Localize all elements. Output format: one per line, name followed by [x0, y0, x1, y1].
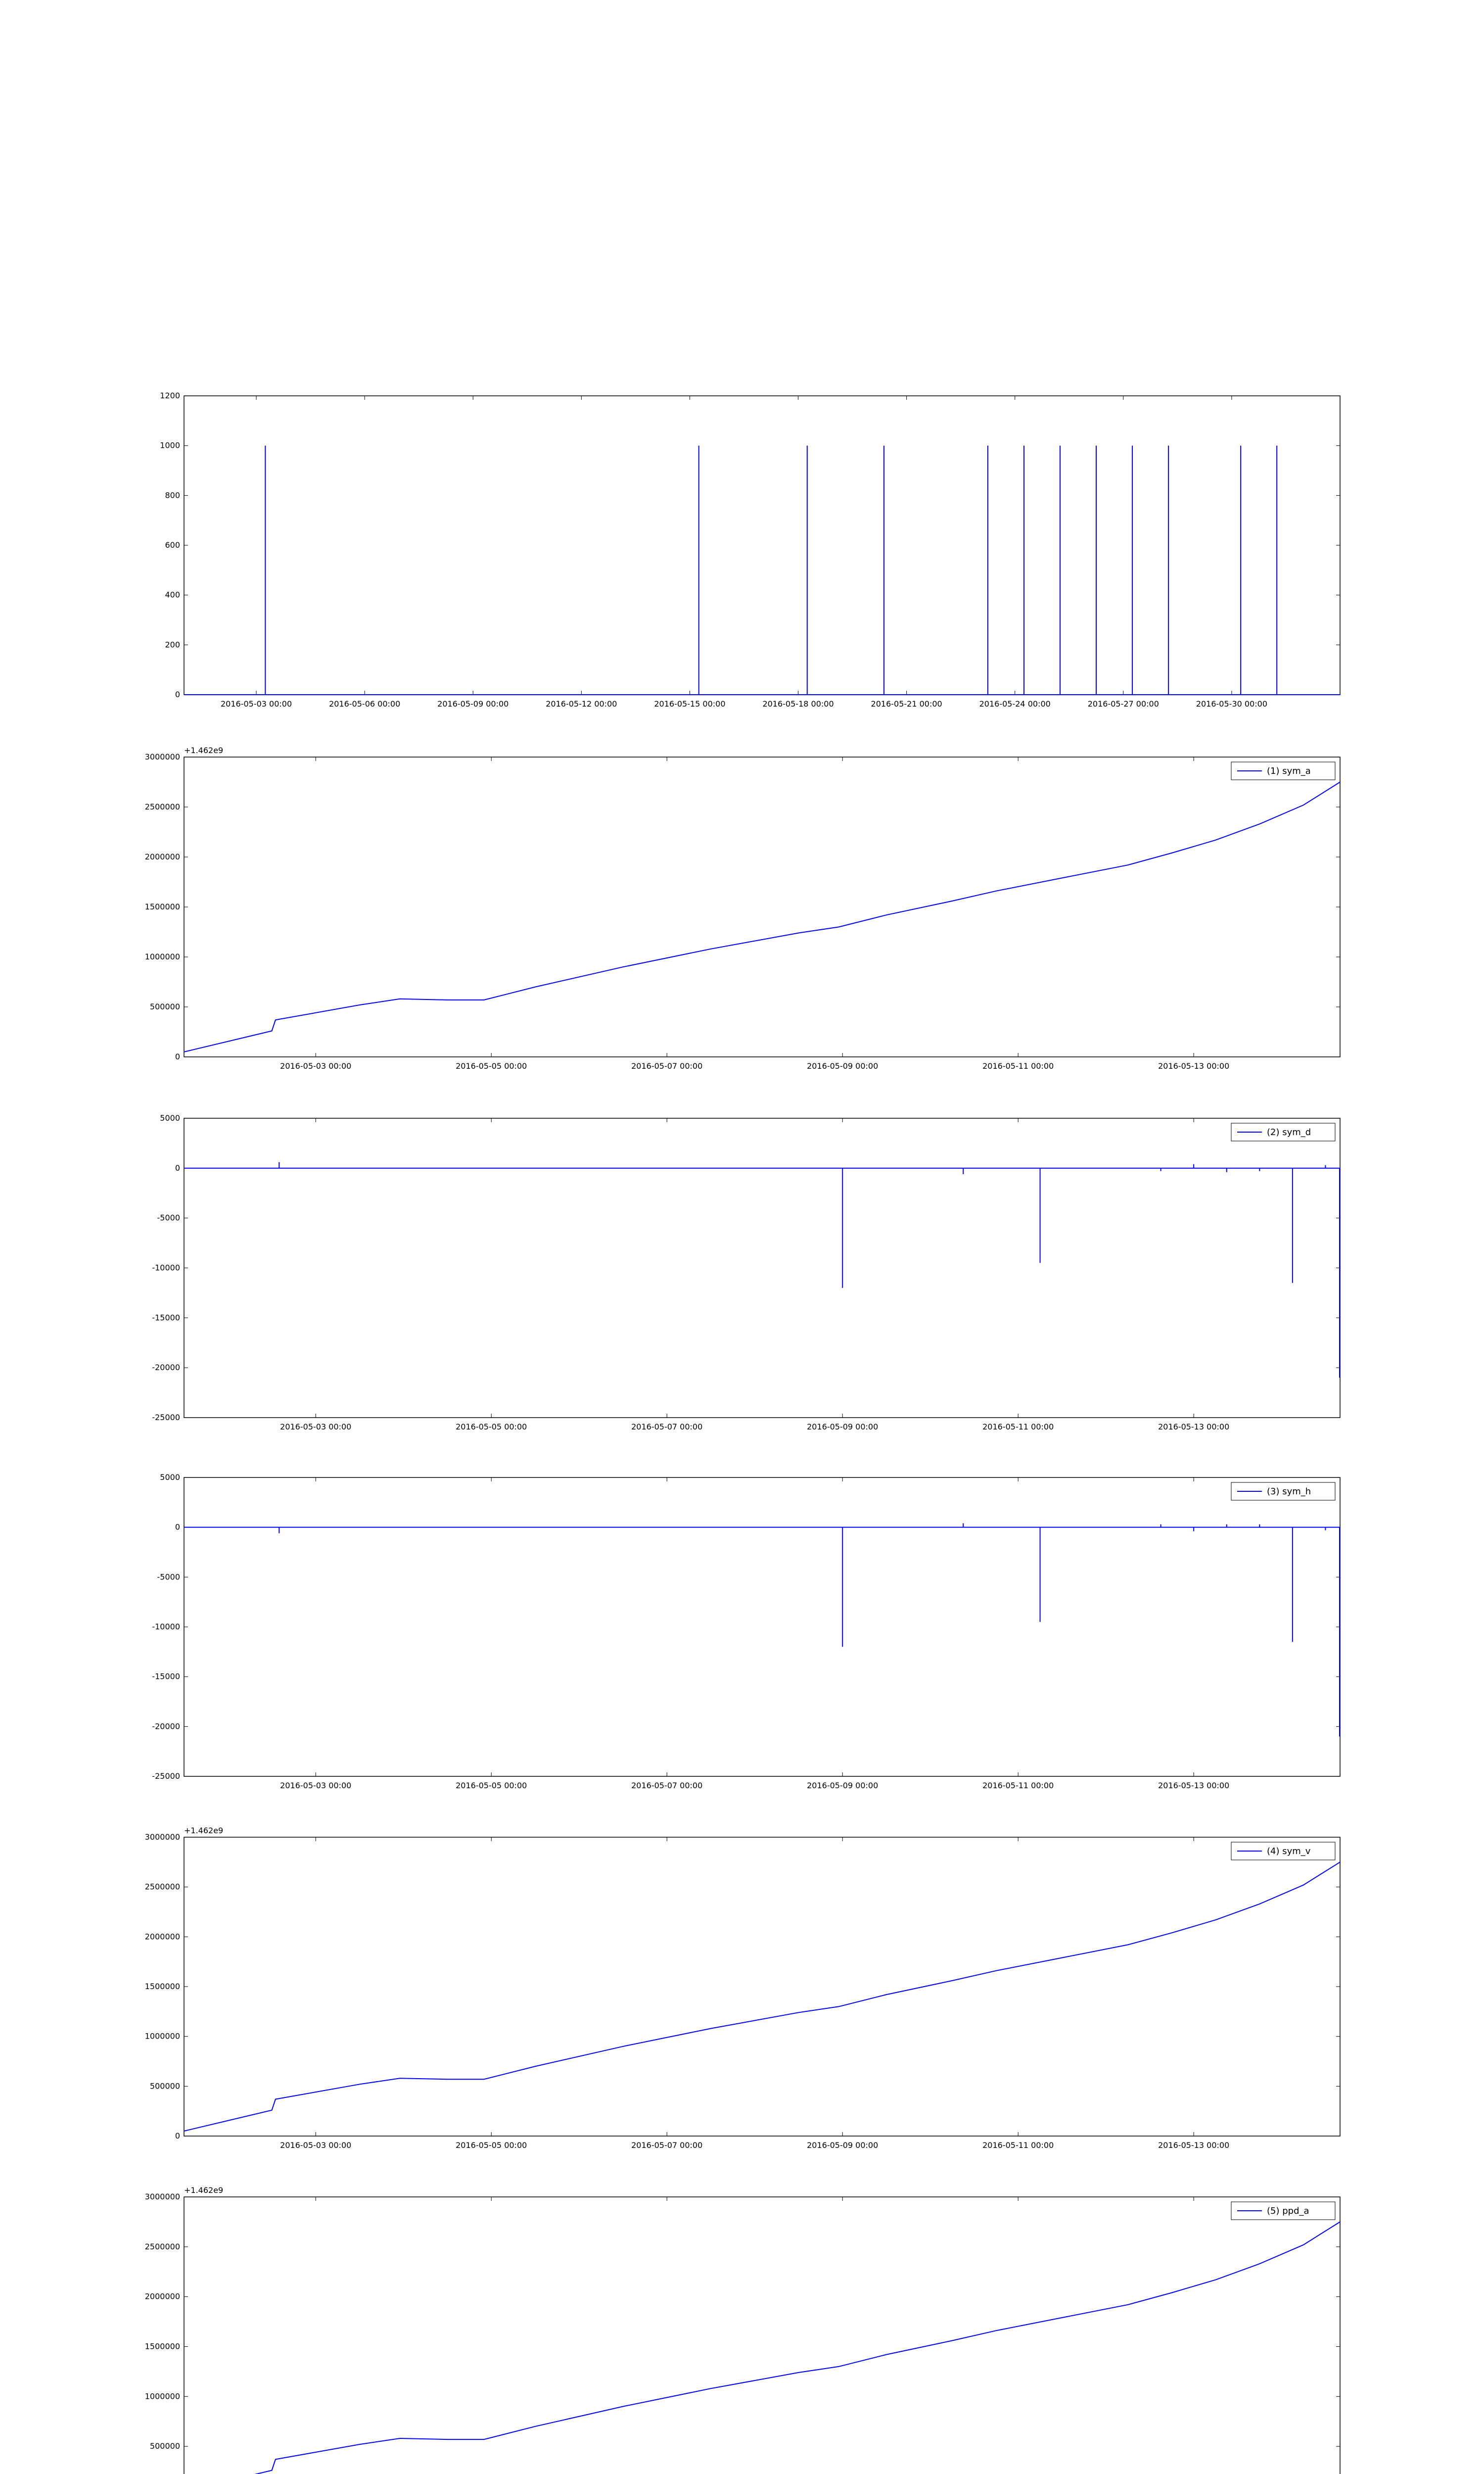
y-tick-label: 1000000: [144, 2391, 180, 2401]
legend-label: (2) sym_d: [1267, 1127, 1311, 1138]
x-tick-label: 2016-05-07 00:00: [631, 1422, 703, 1431]
y-tick-label: -10000: [152, 1622, 180, 1631]
x-tick-label: 2016-05-09 00:00: [807, 1781, 879, 1790]
y-tick-label: 0: [175, 2131, 180, 2141]
y-tick-label: 200: [165, 640, 180, 650]
y-tick-label: 0: [175, 1163, 180, 1173]
y-offset-label: +1.462e9: [184, 746, 224, 755]
y-tick-label: 500000: [149, 1002, 180, 1011]
y-tick-label: -20000: [152, 1363, 180, 1373]
legend: [1231, 1482, 1335, 1500]
y-tick-label: -20000: [152, 1721, 180, 1731]
x-tick-label: 2016-05-03 00:00: [280, 1781, 352, 1790]
x-tick-label: 2016-05-05 00:00: [456, 1422, 527, 1431]
y-tick-label: 2000000: [144, 1932, 180, 1942]
y-tick-label: 2500000: [144, 802, 180, 811]
x-tick-label: 2016-05-24 00:00: [979, 699, 1051, 709]
y-tick-label: 5000: [160, 1473, 180, 1482]
x-tick-label: 2016-05-30 00:00: [1196, 699, 1267, 709]
x-tick-label: 2016-05-11 00:00: [982, 2141, 1054, 2150]
x-tick-label: 2016-05-03 00:00: [280, 2141, 352, 2150]
y-tick-label: 2500000: [144, 1882, 180, 1892]
legend-label: (4) sym_v: [1267, 1846, 1311, 1856]
x-tick-label: 2016-05-11 00:00: [982, 1061, 1054, 1071]
y-tick-label: -25000: [152, 1771, 180, 1781]
y-tick-label: 0: [175, 690, 180, 699]
y-tick-label: 1200: [160, 391, 180, 400]
x-tick-label: 2016-05-09 00:00: [437, 699, 509, 709]
y-tick-label: 2000000: [144, 852, 180, 861]
y-tick-label: 500000: [149, 2081, 180, 2091]
y-tick-label: 400: [165, 590, 180, 600]
y-tick-label: 2500000: [144, 2241, 180, 2251]
y-tick-label: 600: [165, 540, 180, 550]
x-tick-label: 2016-05-13 00:00: [1158, 2141, 1230, 2150]
x-tick-label: 2016-05-12 00:00: [546, 699, 617, 709]
legend-label: (3) sym_h: [1267, 1486, 1311, 1497]
x-tick-label: 2016-05-13 00:00: [1158, 1061, 1230, 1071]
x-tick-label: 2016-05-11 00:00: [982, 1422, 1054, 1431]
x-tick-label: 2016-05-13 00:00: [1158, 1781, 1230, 1790]
y-tick-label: 1000000: [144, 952, 180, 961]
x-tick-label: 2016-05-18 00:00: [762, 699, 834, 709]
y-tick-label: -15000: [152, 1671, 180, 1681]
y-offset-label: +1.462e9: [184, 1826, 224, 1835]
x-tick-label: 2016-05-09 00:00: [807, 1422, 879, 1431]
x-tick-label: 2016-05-03 00:00: [280, 1422, 352, 1431]
y-tick-label: -10000: [152, 1263, 180, 1273]
y-tick-label: 1500000: [144, 902, 180, 911]
y-tick-label: -5000: [157, 1213, 180, 1223]
y-tick-label: -15000: [152, 1313, 180, 1323]
x-tick-label: 2016-05-09 00:00: [807, 2141, 879, 2150]
y-tick-label: 500000: [149, 2441, 180, 2451]
legend: [1231, 762, 1335, 780]
y-tick-label: 1500000: [144, 2341, 180, 2351]
x-tick-label: 2016-05-21 00:00: [871, 699, 942, 709]
x-tick-label: 2016-05-05 00:00: [456, 1781, 527, 1790]
y-tick-label: 1500000: [144, 1982, 180, 1991]
y-tick-label: 1000000: [144, 2031, 180, 2041]
legend: [1231, 1842, 1335, 1860]
y-tick-label: 3000000: [144, 2192, 180, 2201]
legend-label: (1) sym_a: [1267, 766, 1311, 776]
x-tick-label: 2016-05-03 00:00: [280, 1061, 352, 1071]
y-offset-label: +1.462e9: [184, 2186, 224, 2195]
y-tick-label: 800: [165, 490, 180, 500]
x-tick-label: 2016-05-05 00:00: [456, 2141, 527, 2150]
y-tick-label: -5000: [157, 1572, 180, 1582]
legend: [1231, 2202, 1335, 2220]
y-tick-label: 5000: [160, 1113, 180, 1123]
x-tick-label: 2016-05-07 00:00: [631, 1781, 703, 1790]
y-tick-label: 0: [175, 1052, 180, 1061]
x-tick-label: 2016-05-09 00:00: [807, 1061, 879, 1071]
legend-label: (5) ppd_a: [1267, 2206, 1309, 2216]
x-tick-label: 2016-05-03 00:00: [220, 699, 292, 709]
x-tick-label: 2016-05-05 00:00: [456, 1061, 527, 1071]
x-tick-label: 2016-05-07 00:00: [631, 2141, 703, 2150]
y-tick-label: 0: [175, 1522, 180, 1532]
x-tick-label: 2016-05-07 00:00: [631, 1061, 703, 1071]
x-tick-label: 2016-05-15 00:00: [654, 699, 726, 709]
x-tick-label: 2016-05-11 00:00: [982, 1781, 1054, 1790]
y-tick-label: 2000000: [144, 2291, 180, 2301]
y-tick-label: -25000: [152, 1413, 180, 1422]
x-tick-label: 2016-05-13 00:00: [1158, 1422, 1230, 1431]
legend: [1231, 1123, 1335, 1141]
x-tick-label: 2016-05-27 00:00: [1087, 699, 1159, 709]
y-tick-label: 3000000: [144, 752, 180, 761]
x-tick-label: 2016-05-06 00:00: [329, 699, 401, 709]
y-tick-label: 1000: [160, 440, 180, 450]
y-tick-label: 3000000: [144, 1832, 180, 1842]
